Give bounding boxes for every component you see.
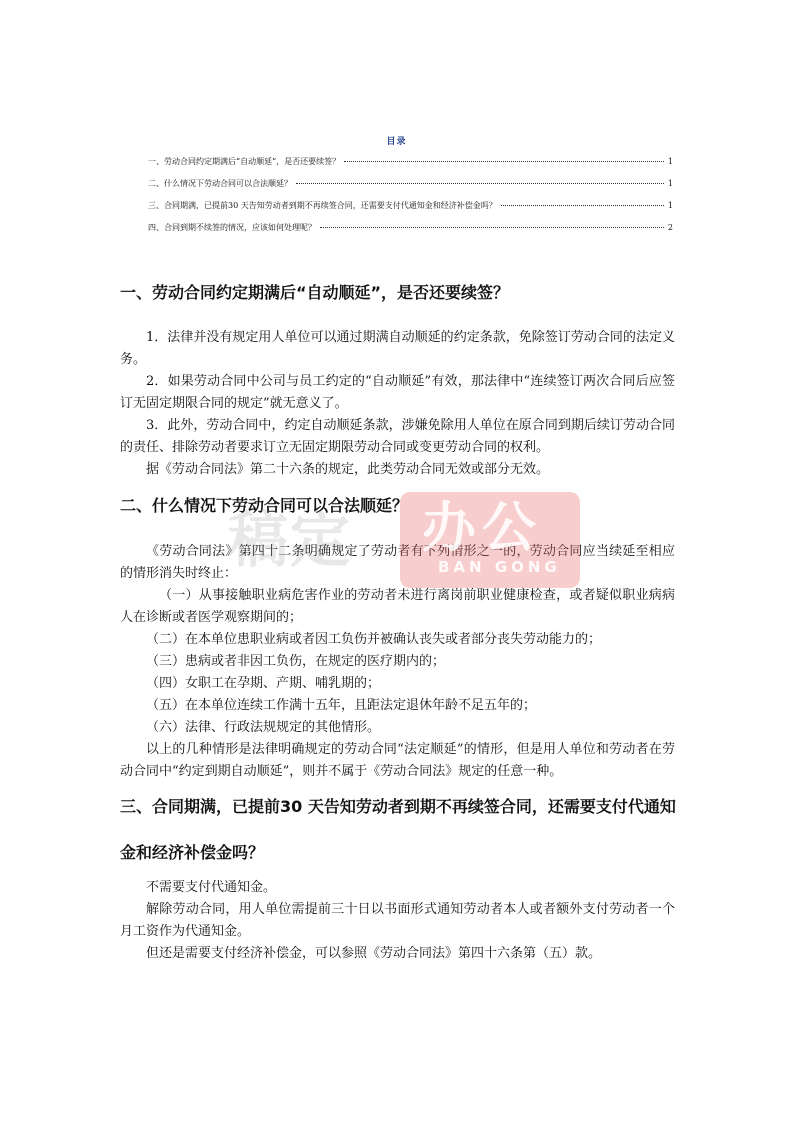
section3-paragraph: 不需要支付代通知金。 (146, 880, 277, 895)
toc-item[interactable] (148, 222, 673, 244)
section1-heading: 一、劳动合同约定期满后“自动顺延”，是否还要续签？ (120, 283, 510, 302)
toc-item-text: 三、合同期满，已提前30 天告知劳动者到期不再续签合同，还需要支付代通知金和经济补偿金吗？ (148, 201, 497, 210)
section3-paragraph: 但还是需要支付经济补偿金，可以参照《劳动合同法》第四十六条第（五）款。 (146, 946, 602, 961)
section2-list-item: （二）在本单位患职业病或者因工负伤并被确认丧失或者部分丧失劳动能力的； (146, 632, 602, 647)
watermark-left-text: 稿定 (228, 506, 352, 576)
toc-item[interactable] (148, 178, 673, 200)
section1-paragraph: 1．法律并没有规定用人单位可以通过期满自动顺延的约定条款，免除签订劳动合同的法定义务。 (120, 330, 675, 367)
section2-conclusion: 以上的几种情形是法律明确规定的劳动合同“法定顺延”的情形，但是用人单位和劳动者在劳动合同中“约定到期自动顺延”，则并不属于《劳动合同法》规定的任意一种。 (120, 742, 675, 779)
section1-paragraph: 3．此外，劳动合同中，约定自动顺延条款，涉嫌免除用人单位在原合同到期后续订劳动合同的责任、排除劳动者要求订立无固定期限劳动合同或变更劳动合同的权利。 (120, 418, 675, 455)
toc-item[interactable] (148, 200, 673, 222)
toc-item-text: 四、合同到期不续签的情况，应该如何处理呢？ (148, 223, 316, 232)
section1-paragraph: 据《劳动合同法》第二十六条的规定，此类劳动合同无效或部分无效。 (146, 462, 550, 477)
toc-title: 目录 (386, 137, 407, 147)
section2-list-item: （六）法律、行政法规规定的其他情形。 (146, 720, 381, 735)
toc-item-page: 1 (667, 157, 673, 166)
section1-body (120, 327, 675, 481)
section2-list-item: （四）女职工在孕期、产期、哺乳期的； (146, 676, 381, 691)
watermark-badge-subtext: BAN GONG (438, 558, 561, 576)
toc-item-text: 一、劳动合同约定期满后“自动顺延”，是否还要续签？ (148, 157, 341, 166)
section2-heading: 二、什么情况下劳动合同可以合法顺延？ (120, 496, 409, 515)
toc-item-page: 1 (667, 201, 673, 210)
section2-list-item: （五）在本单位连续工作满十五年，且距法定退休年龄不足五年的； (146, 698, 537, 713)
toc-leader-dots (320, 227, 664, 228)
toc-item-text: 二、什么情况下劳动合同可以合法顺延？ (148, 179, 292, 188)
toc-item[interactable] (148, 156, 673, 178)
table-of-contents (148, 156, 673, 244)
section2-body (120, 541, 675, 783)
section3-paragraph: 解除劳动合同，用人单位需提前三十日以书面形式通知劳动者本人或者额外支付劳动者一个月工资作为代通知金。 (120, 902, 675, 939)
section2-list-item: （三）患病或者非因工负伤，在规定的医疗期内的； (146, 654, 446, 669)
toc-leader-dots (296, 183, 664, 184)
section2-list-item: （一）从事接触职业病危害作业的劳动者未进行离岗前职业健康检查，或者疑似职业病病人在诊断或者医学观察期间的； (120, 588, 675, 625)
toc-leader-dots (344, 161, 664, 162)
toc-item-page: 1 (667, 179, 673, 188)
watermark-badge-text: 办公 (422, 496, 542, 559)
section3-heading: 三、合同期满，已提前30 天告知劳动者到期不再续签合同，还需要支付代通知金和经济补偿金吗？ (120, 797, 676, 862)
section1-paragraph: 2．如果劳动合同中公司与员工约定的“自动顺延”有效，那法律中“连续签订两次合同后应签订无固定期限合同的规定”就无意义了。 (120, 374, 675, 411)
toc-leader-dots (501, 205, 664, 206)
section3-body (120, 877, 675, 965)
toc-item-page: 2 (667, 223, 673, 232)
section2-intro: 《劳动合同法》第四十二条明确规定了劳动者有下列情形之一的，劳动合同应当续延至相应的情形消失时终止： (120, 544, 675, 581)
